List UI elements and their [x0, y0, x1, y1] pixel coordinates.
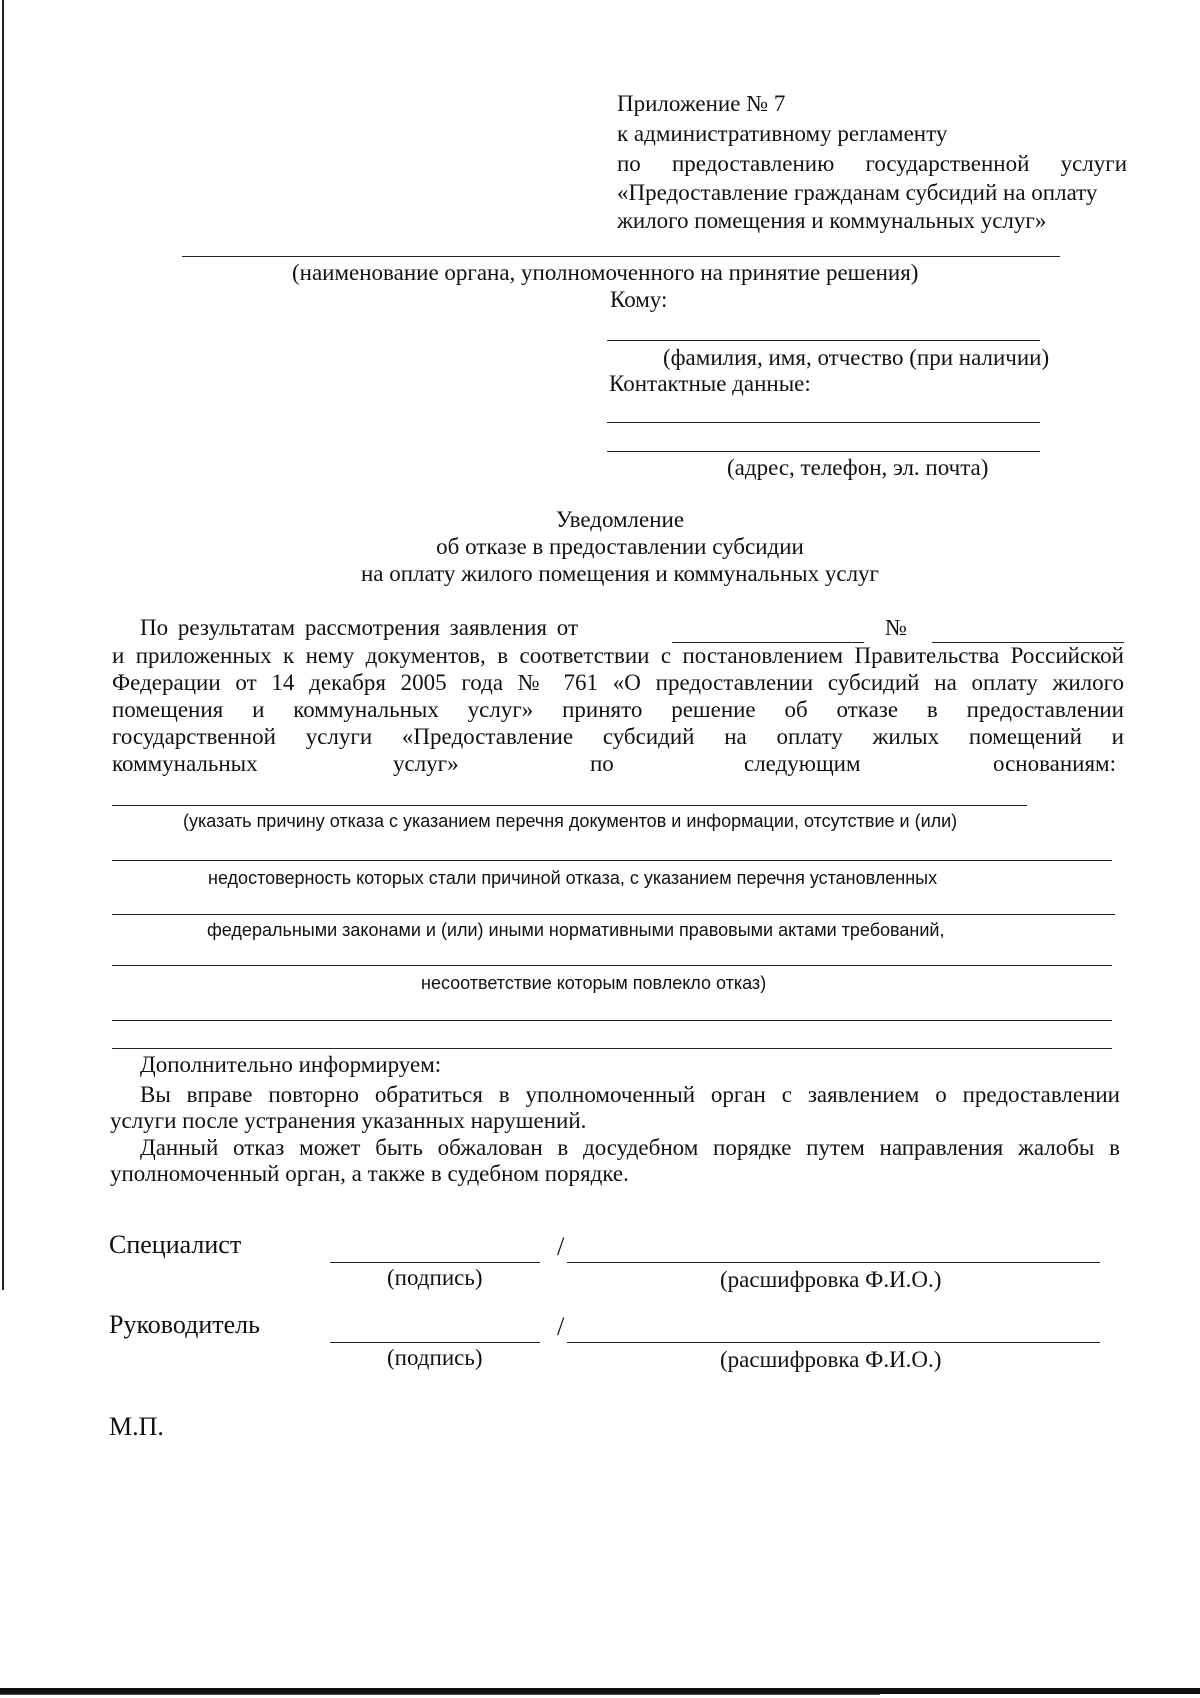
contacts-line-2 [607, 451, 1040, 452]
additional-info-label: Дополнительно информируем: [140, 1052, 442, 1077]
p2-line-2: услуги после устранения указанных нарушений. [110, 1108, 587, 1133]
head-signature-caption: (подпись) [387, 1345, 483, 1370]
p1-last-word-2: услуг» [393, 751, 459, 776]
appendix-service-name-1: «Предоставление гражданам субсидий на оплату [617, 180, 1098, 205]
stamp-place: М.П. [109, 1412, 164, 1441]
contacts-label: Контактные данные: [609, 371, 811, 396]
specialist-fio-caption: (расшифровка Ф.И.О.) [720, 1267, 942, 1292]
contacts-caption: (адрес, телефон, эл. почта) [727, 455, 989, 480]
specialist-fio-line [567, 1262, 1100, 1263]
reason-caption-2: недостоверность которых стали причиной отказа, с указанием перечня установленных [208, 868, 938, 888]
recipient-name-line [607, 340, 1040, 341]
p1-last-word-3: по [590, 751, 614, 776]
scan-edge-bottom-thin [0, 1694, 880, 1695]
authority-caption: (наименование органа, уполномоченного на принятие решения) [292, 260, 919, 285]
p1-line-2: и приложенных к нему документов, в соответствии с постановлением Правительства Российской [112, 643, 1124, 668]
head-slash: / [557, 1312, 565, 1341]
reason-caption-1: (указать причину отказа с указанием перечня документов и информации, отсутствие и (или) [183, 811, 958, 831]
specialist-signature-line [330, 1262, 540, 1263]
specialist-slash: / [557, 1232, 565, 1261]
head-label: Руководитель [109, 1310, 260, 1339]
specialist-label: Специалист [109, 1230, 242, 1259]
reason-line-4 [112, 965, 1112, 966]
authority-name-line [182, 256, 1060, 257]
head-fio-line [567, 1342, 1100, 1343]
p1-last-word-5: основаниям: [993, 751, 1116, 776]
reason-line-5 [112, 1020, 1112, 1021]
reason-line-1 [112, 805, 1027, 806]
reason-caption-4: несоответствие которым повлекло отказ) [421, 973, 767, 993]
p3-line-1: Данный отказ может быть обжалован в досудебном порядке путем направления жалобы в [140, 1135, 1120, 1160]
head-signature-line [330, 1342, 540, 1343]
p1-first-line: По результатам рассмотрения заявления от [140, 615, 578, 640]
appendix-number: Приложение № 7 [617, 91, 786, 116]
number-sign: № [885, 615, 907, 640]
head-fio-caption: (расшифровка Ф.И.О.) [720, 1347, 942, 1372]
p1-last-word-1: коммунальных [112, 751, 258, 776]
appendix-service-name-2: жилого помещения и коммунальных услуг» [617, 208, 1047, 233]
contacts-line-1 [607, 422, 1040, 423]
p3-line-2: уполномоченный орган, а также в судебном порядке. [110, 1161, 629, 1186]
p1-line-5: государственной услуги «Предоставление субсидий на оплату жилых помещений и [112, 724, 1124, 749]
notice-subtitle-1: об отказе в предоставлении субсидии [436, 534, 804, 559]
appendix-service-line: по предоставлению государственной услуги [617, 151, 1127, 176]
notice-title: Уведомление [555, 507, 685, 532]
to-label: Кому: [610, 287, 668, 312]
notice-subtitle-2: на оплату жилого помещения и коммунальных услуг [360, 561, 879, 586]
scan-edge-left [2, 0, 4, 1290]
reason-line-2 [112, 860, 1112, 861]
recipient-name-caption: (фамилия, имя, отчество (при наличии) [663, 345, 1050, 370]
reason-line-3 [112, 914, 1115, 915]
reason-line-6 [112, 1048, 1112, 1049]
appendix-regulation: к административному регламенту [617, 121, 948, 146]
specialist-signature-caption: (подпись) [387, 1265, 483, 1290]
p1-line-3: Федерации от 14 декабря 2005 года № 761 «О предоставлении субсидий на оплату жилого [112, 670, 1124, 695]
p1-last-word-4: следующим [744, 751, 861, 776]
reason-caption-3: федеральными законами и (или) иными нормативными правовыми актами требований, [207, 920, 945, 940]
p1-line-4: помещения и коммунальных услуг» принято решение об отказе в предоставлении [112, 697, 1124, 722]
p2-line-1: Вы вправе повторно обратиться в уполномоченный орган с заявлением о предоставлении [140, 1082, 1120, 1107]
